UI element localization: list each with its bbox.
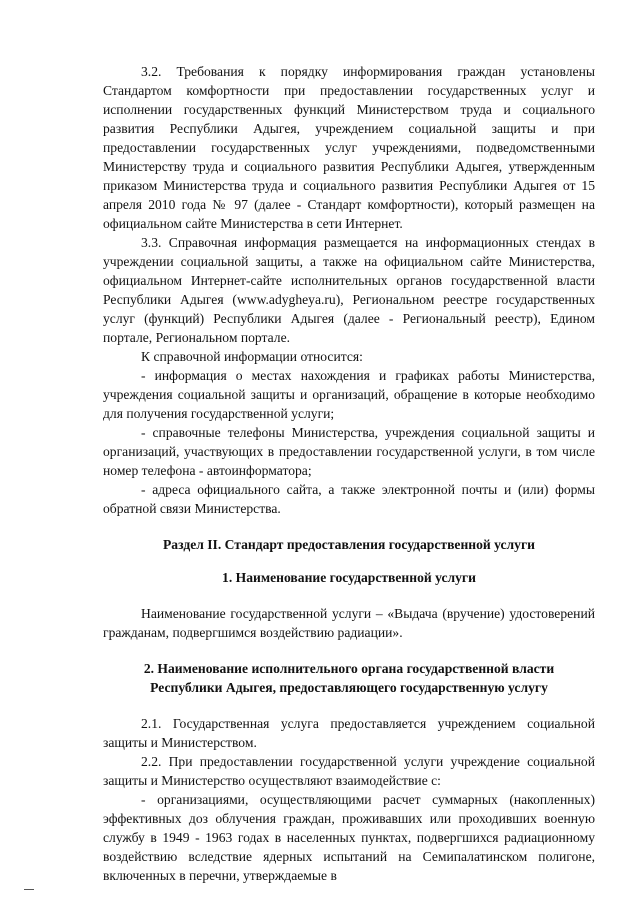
list-item-addresses: - адреса официального сайта, а также электронной почты и (или) формы обратной связи Министерства. <box>103 482 595 516</box>
paragraph-2-2: 2.2. При предоставлении государственной услуги учреждение социальной защиты и Министерство осуществляют взаимодействие с: <box>103 754 595 788</box>
paragraph-service-name: Наименование государственной услуги – «Выдача (вручение) удостоверений гражданам, подвергшимся воздействию радиации». <box>103 606 595 640</box>
document-page <box>103 62 595 885</box>
list-item-locations: - информация о местах нахождения и графиках работы Министерства, учреждения социальной защиты и организаций, обращение в которые необходимо для получения государственной услуги; <box>103 368 595 421</box>
subheading-authority-line2: Республики Адыгея, предоставляющего государственную услугу <box>150 680 548 695</box>
section-heading: Раздел II. Стандарт предоставления государственной услуги <box>163 537 535 552</box>
list-item-organizations: - организациями, осуществляющими расчет суммарных (накопленных) эффективных доз облучения граждан, проживавших или проходивших военную службу в 1949 - 1963 годах в населенных пунктах, подвергшихся радиационному воздействию вследствие ядерных испытаний на Семипалатинском полигоне, включенных в перечни, утверждаемые в <box>103 792 595 883</box>
paragraph-2-1: 2.1. Государственная услуга предоставляется учреждением социальной защиты и Министерством. <box>103 716 595 750</box>
footer-mark <box>24 889 34 890</box>
subheading-authority-line1: 2. Наименование исполнительного органа государственной власти <box>143 661 555 676</box>
paragraph-3-2: 3.2. Требования к порядку информирования граждан установлены Стандартом комфортности при предоставлении государственных услуг и исполнении государственных функций Министерством труда и социального развития Республики Адыгея, учреждением социальной защиты и при предоставлении государственных услуг учреждениями, подведомственными Министерству труда и социального развития Республики Адыгея, утвержденным приказом Министерства труда и социального развития Республики Адыгея от 15 апреля 2010 года № 97 (далее - Стандарт комфортности), который размещен на официальном сайте Министерства в сети Интернет. <box>103 64 595 231</box>
paragraph-3-3: 3.3. Справочная информация размещается на информационных стендах в учреждении социальной защиты, а также на официальном сайте Министерства, официальном Интернет-сайте исполнительных органов государственной власти Республики Адыгея (www.adygheya.ru), Региональном реестре государственных услуг (функций) Республики Адыгея (далее - Региональный реестр), Едином портале, Региональном портале. <box>103 235 595 345</box>
subheading-service-name: 1. Наименование государственной услуги <box>222 570 476 585</box>
paragraph-reference-info-intro: К справочной информации относится: <box>141 349 363 364</box>
list-item-phones: - справочные телефоны Министерства, учреждения социальной защиты и организаций, участвующих в предоставлении государственной услуги, в том числе номер телефона - автоинформатора; <box>103 425 595 478</box>
